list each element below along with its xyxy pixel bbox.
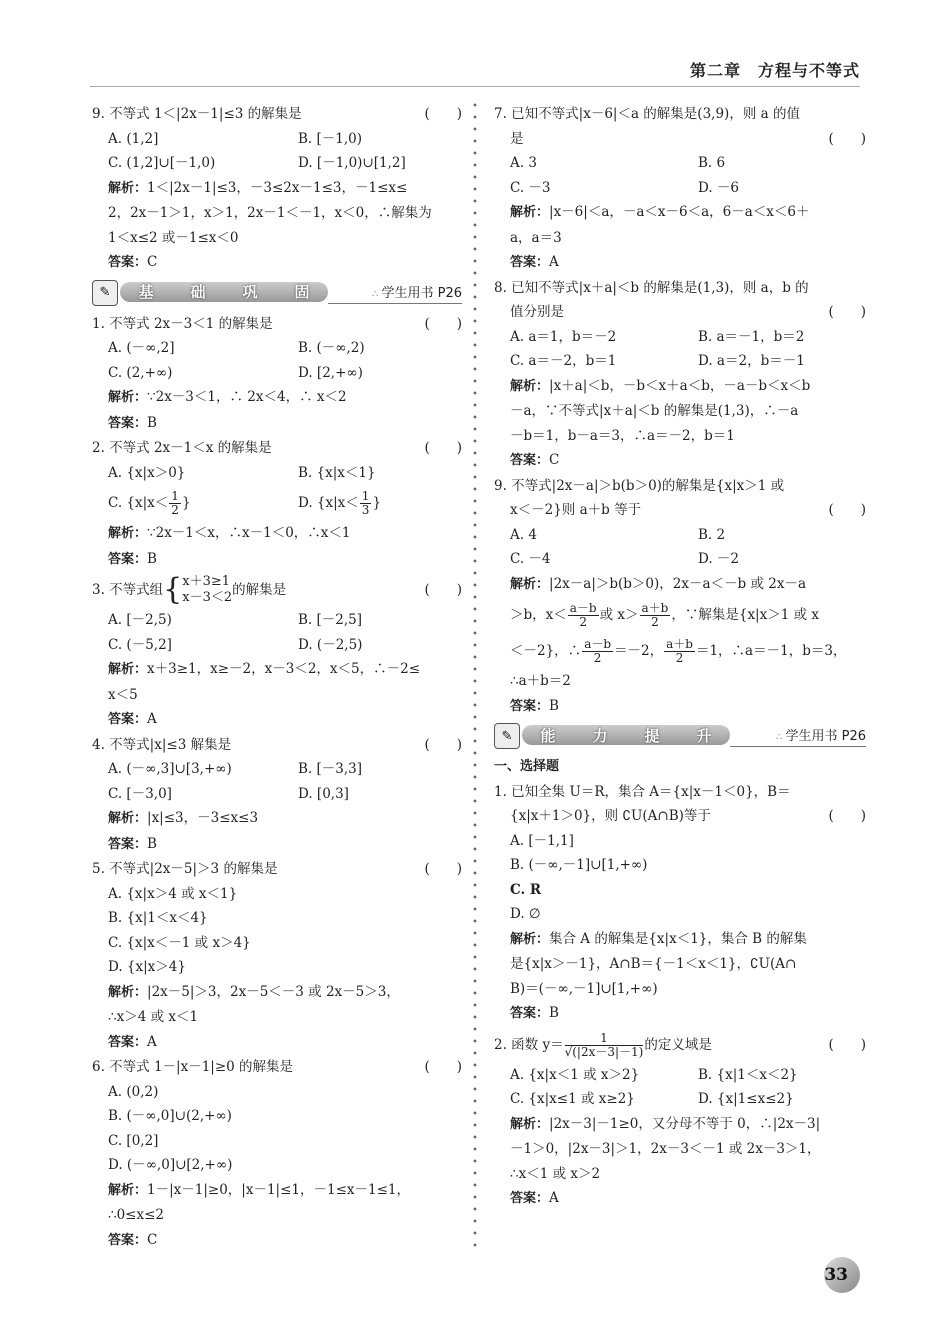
section-header-basic: [92, 278, 462, 308]
text-line: C. {x|x＜－1 或 x＞4}: [108, 934, 251, 951]
pencil-icon: ✎: [92, 280, 118, 306]
text-line: D. [0,3]: [298, 785, 349, 802]
text-line: A. (－∞,2]: [108, 340, 175, 356]
text-line: 答案：: [108, 1034, 148, 1050]
section-ref: ∴ 学生用书 P26: [366, 282, 462, 301]
text-line: －b＝1，b－a＝3，∴a＝－2，b＝1: [510, 427, 735, 444]
text-line: A. {x|x＜1 或 x＞2}: [510, 1066, 640, 1083]
text-line: 解析：: [108, 662, 148, 677]
text-line: ( ): [424, 440, 462, 456]
text-line: 解析：: [510, 1116, 550, 1132]
text-line: 2，2x－1＞1，x＞1，2x－1＜－1，x＜0，∴解集为: [108, 205, 432, 221]
text-line: B. {x|1＜x＜2}: [698, 1066, 798, 1083]
text-line: ( ): [828, 304, 866, 320]
text-line: 解析：: [510, 378, 550, 394]
text-line: 3: [361, 503, 370, 517]
question-9-left: [92, 102, 462, 276]
text-line: 答案：: [510, 698, 550, 714]
text-line: 4. 不等式|x|≤3 解集是: [92, 736, 232, 753]
text-line: ( ): [424, 106, 462, 122]
problem-1: [494, 780, 866, 1027]
page-header: [90, 52, 860, 87]
text-line: 答案：: [108, 1232, 148, 1248]
text-line: 答案：: [108, 551, 148, 567]
text-line: 8. 已知不等式|x＋a|＜b 的解集是(1,3)，则 a，b 的: [494, 279, 809, 296]
text-line: －a，∵不等式|x＋a|＜b 的解集是(1,3)，∴－a: [510, 403, 799, 419]
text-line: A. 3: [510, 155, 537, 171]
text-line: x＜－2}则 a＋b 等于: [510, 502, 642, 518]
text-line: D. ∅: [510, 906, 541, 922]
question-4: [92, 733, 462, 858]
text-line: A. [－2,5): [108, 612, 172, 628]
text-line: 的解集是: [232, 582, 287, 598]
text-line: B. (－∞,0]∪(2,+∞): [108, 1108, 232, 1124]
text-line: B)＝(－∞,－1]∪[1,+∞): [510, 980, 658, 997]
text-line: 1＜|2x－1|≤3，－3≤2x－1≤3，－1≤x≤: [147, 179, 408, 196]
question-2: [92, 436, 462, 572]
text-line: 解析：: [108, 811, 148, 826]
text-line: 1: [171, 489, 179, 503]
text-line: ( ): [424, 1059, 462, 1075]
text-line: a－b: [584, 637, 612, 651]
text-line: B: [147, 835, 157, 852]
chapter-title: 第二章 方程与不等式: [689, 61, 860, 80]
text-line: |x|≤3，－3≤x≤3: [147, 810, 259, 826]
text-line: ＞b，x＜: [510, 607, 567, 623]
text-line: 2: [593, 651, 602, 665]
text-line: 是: [510, 130, 524, 147]
text-line: 答案：: [108, 836, 148, 852]
text-line: 值分别是: [510, 304, 564, 320]
text-line: A: [549, 1190, 559, 1206]
text-line: 1: [565, 1032, 644, 1046]
text-line: 答案：: [510, 453, 550, 468]
text-line: D. {x|1≤x≤2}: [698, 1091, 794, 1107]
text-line: C: [147, 1231, 158, 1248]
text-line: 2. 函数 y＝: [494, 1036, 564, 1053]
text-line: 或 x＞: [599, 607, 639, 623]
text-line: ( ): [828, 130, 866, 147]
text-line: 5. 不等式|2x－5|＞3 的解集是: [92, 861, 278, 877]
text-line: 答案：: [108, 712, 148, 727]
text-line: ( ): [424, 861, 462, 877]
text-line: D. [－1,0)∪[1,2]: [298, 155, 406, 171]
text-line: 学生用书 P26: [381, 285, 462, 301]
text-line: C. [0,2]: [108, 1132, 159, 1149]
text-line: C. (1,2]∪[－1,0): [108, 155, 216, 171]
text-line: 解析：: [510, 205, 550, 220]
text-line: a＋b: [666, 637, 693, 651]
text-line: C. (－5,2]: [108, 636, 172, 653]
text-line: D. [2,+∞): [298, 364, 363, 381]
text-line: 力: [592, 726, 608, 745]
question-3: 3. 不等式组 { x＋3≥1 x－3＜2 的解集是 ( ) A. [－2,5) B. [－2,5] C. (－5,2] D. (－2,5) 解析：x＋3≥1，x≥－2，x－3＜2，x＜5，∴－2≤ x＜5 答案：A: [92, 572, 462, 727]
text-line: 解析：: [510, 931, 550, 947]
text-line: 2: [171, 503, 179, 517]
text-line: √(|2x－3|－1): [564, 1044, 644, 1059]
question-8: [494, 276, 866, 474]
text-line: ＝－2，: [614, 643, 664, 659]
text-line: 33: [824, 1265, 848, 1285]
text-line: 础: [190, 283, 206, 301]
text-line: ，∵解集是{x|x＞1 或 x: [671, 607, 820, 623]
text-line: D. {x|x＞4}: [108, 959, 186, 975]
text-line: B: [549, 697, 559, 714]
text-line: ∴x＜1 或 x＞2: [510, 1165, 601, 1182]
text-line: {x|x＋1＞0}，则 ∁U(A∩B)等于: [510, 808, 711, 824]
text-line: 能: [540, 726, 556, 745]
question-5: [92, 857, 462, 1055]
text-line: B. a＝－1，b＝2: [698, 328, 805, 345]
text-line: A. [－1,1]: [510, 832, 574, 849]
text-line: a＋b: [641, 601, 669, 615]
pencil-icon: ✎: [494, 723, 520, 749]
text-line: D. (－∞,0]∪[2,+∞): [108, 1157, 233, 1173]
text-line: －1＞0，|2x－3|＞1，2x－3＜－1 或 2x－3＞1，: [510, 1141, 821, 1157]
text-line: 1: [361, 489, 370, 503]
problem-2: [494, 1027, 866, 1212]
question-6: [92, 1055, 462, 1253]
text-line: }: [372, 495, 382, 511]
text-line: 2: [675, 651, 684, 665]
text-line: C. －3: [510, 179, 551, 196]
text-line: C. [－3,0]: [108, 785, 172, 802]
text-line: x＋3≥1，x≥－2，x－3＜2，x＜5，∴－2≤: [147, 661, 421, 677]
text-line: a，a＝3: [510, 229, 562, 246]
text-line: |2x－5|＞3，2x－5＜－3 或 2x－5＞3，: [147, 983, 400, 1000]
text-line: ( ): [424, 736, 462, 753]
text-line: A: [147, 1033, 157, 1050]
text-line: A. {x|x＞0}: [108, 464, 186, 481]
text-line: C. {x|x≤1 或 x≥2}: [510, 1091, 635, 1107]
text-line: 2: [579, 615, 587, 629]
text-line: 7. 已知不等式|x－6|＜a 的解集是(3,9)，则 a 的值: [494, 106, 800, 122]
text-line: B: [147, 414, 157, 431]
text-line: C. {x|x＜: [108, 495, 169, 511]
text-line: A. a＝1，b＝－2: [510, 328, 617, 345]
text-line: 答案：: [108, 255, 148, 270]
text-line: 2: [651, 615, 659, 629]
text-line: a－b: [569, 601, 597, 615]
text-line: A: [147, 711, 157, 727]
right-column: [494, 102, 866, 1212]
text-line: 解析：: [108, 1182, 148, 1198]
left-column: [92, 102, 462, 1253]
text-line: 解析：: [108, 526, 148, 541]
text-line: C. R: [510, 881, 542, 898]
text-line: 答案：: [510, 1191, 550, 1206]
text-line: B. 6: [698, 155, 726, 171]
text-line: B. [－3,3]: [298, 761, 363, 777]
text-line: B. [－2,5]: [298, 612, 363, 628]
text-line: ( ): [828, 1036, 866, 1053]
text-line: D. a＝2，b＝－1: [698, 353, 805, 369]
text-line: x＋3≥1: [182, 574, 231, 589]
text-line: 解析：: [108, 390, 148, 405]
section-title: [120, 282, 328, 302]
question-7: [494, 102, 866, 276]
text-line: 1－|x－1|≥0，|x－1|≤1，－1≤x－1≤1，: [147, 1181, 411, 1198]
text-line: B. (－∞,－1]∪[1,+∞): [510, 857, 648, 873]
text-line: |x－6|＜a，－a＜x－6＜a，6－a＜x＜6＋: [549, 204, 810, 220]
text-line: D. {x|x＜: [298, 495, 359, 511]
page-number: [808, 1257, 860, 1293]
text-line: A. (－∞,3]∪[3,+∞): [108, 761, 232, 777]
text-line: ＝1，∴a＝－1，b＝3，: [695, 643, 847, 659]
text-line: C: [549, 452, 560, 468]
text-line: D. －2: [698, 551, 740, 567]
text-line: A: [549, 254, 559, 270]
text-line: x－3＜2: [182, 590, 233, 605]
text-line: ( ): [828, 808, 866, 824]
text-line: A. 4: [510, 526, 537, 543]
text-line: B: [147, 550, 157, 567]
text-line: C. a＝－2，b＝1: [510, 353, 617, 369]
text-line: B. {x|1＜x＜4}: [108, 910, 208, 926]
text-line: 集合 A 的解集是{x|x＜1}，集合 B 的解集: [549, 930, 807, 947]
text-line: 巩: [242, 283, 258, 301]
text-line: 1＜x≤2 或－1≤x＜0: [108, 229, 239, 246]
text-line: 提: [644, 726, 660, 745]
text-line: ∴a＋b＝2: [510, 673, 571, 689]
part-title: 一、选择题: [494, 759, 560, 774]
text-line: x＜5: [108, 686, 138, 703]
text-line: 解析：: [108, 180, 148, 196]
column-divider: [470, 100, 480, 1248]
question-9-right: [494, 474, 866, 720]
text-line: ＜－2}，∴: [510, 643, 582, 659]
text-line: D. －6: [698, 179, 740, 196]
text-line: 是{x|x＞－1}，A∩B＝{－1＜x＜1}，∁U(A∩: [510, 956, 797, 972]
text-line: ( ): [424, 582, 462, 598]
text-line: ∵2x－1＜x，∴x－1＜0，∴x＜1: [147, 525, 351, 541]
text-line: 学生用书 P26: [785, 729, 866, 744]
text-line: 解析：: [108, 984, 148, 1000]
text-line: 3. 不等式组: [92, 582, 164, 598]
text-line: 1. 已知全集 U＝R，集合 A＝{x|x－1＜0}，B＝: [494, 783, 791, 800]
text-line: 9. 不等式 1＜|2x－1|≤3 的解集是: [92, 106, 302, 122]
text-line: 9. 不等式|2x－a|＞b(b＞0)的解集是{x|x＞1 或: [494, 477, 785, 494]
text-line: A. {x|x＞4 或 x＜1}: [108, 885, 238, 902]
text-line: 1. 不等式 2x－3＜1 的解集是: [92, 315, 273, 332]
text-line: B: [549, 1005, 559, 1021]
text-line: ( ): [424, 315, 462, 332]
text-line: A. (0,2): [108, 1083, 159, 1100]
text-line: C: [147, 254, 158, 270]
text-line: B. (－∞,2): [298, 340, 365, 356]
text-line: B. 2: [698, 526, 726, 543]
text-line: C. －4: [510, 551, 551, 567]
section-title: [522, 725, 730, 745]
text-line: 升: [696, 726, 712, 745]
text-line: A. (1,2]: [108, 130, 159, 147]
section-ref: ∴ 学生用书 P26: [770, 725, 866, 744]
text-line: C. (2,+∞): [108, 364, 173, 381]
text-line: ∴x＞4 或 x＜1: [108, 1009, 199, 1025]
text-line: 的定义域是: [644, 1036, 712, 1053]
text-line: ∵2x－3＜1，∴ 2x＜4，∴ x＜2: [147, 389, 347, 405]
section-header-advanced: [494, 721, 866, 751]
text-line: 固: [294, 283, 310, 301]
text-line: |2x－3|－1≥0，又分母不等于 0，∴|2x－3|: [549, 1115, 821, 1132]
text-line: 解析：: [510, 576, 550, 592]
text-line: 答案：: [108, 415, 148, 431]
text-line: |2x－a|＞b(b＞0)，2x－a＜－b 或 2x－a: [549, 575, 806, 592]
question-1: [92, 312, 462, 437]
text-line: 基: [138, 283, 154, 301]
text-line: |x＋a|＜b，－b＜x＋a＜b，－a－b＜x＜b: [549, 377, 811, 394]
text-line: 6. 不等式 1－|x－1|≥0 的解集是: [92, 1059, 294, 1075]
text-line: 答案：: [510, 1006, 550, 1021]
text-line: D. (－2,5): [298, 636, 363, 653]
text-line: }: [181, 495, 191, 511]
text-line: 2. 不等式 2x－1＜x 的解集是: [92, 440, 272, 456]
text-line: ∴0≤x≤2: [108, 1207, 165, 1223]
text-line: ( ): [828, 502, 866, 518]
text-line: 答案：: [510, 255, 550, 270]
text-line: B. {x|x＜1}: [298, 464, 376, 481]
text-line: B. [－1,0): [298, 130, 363, 147]
